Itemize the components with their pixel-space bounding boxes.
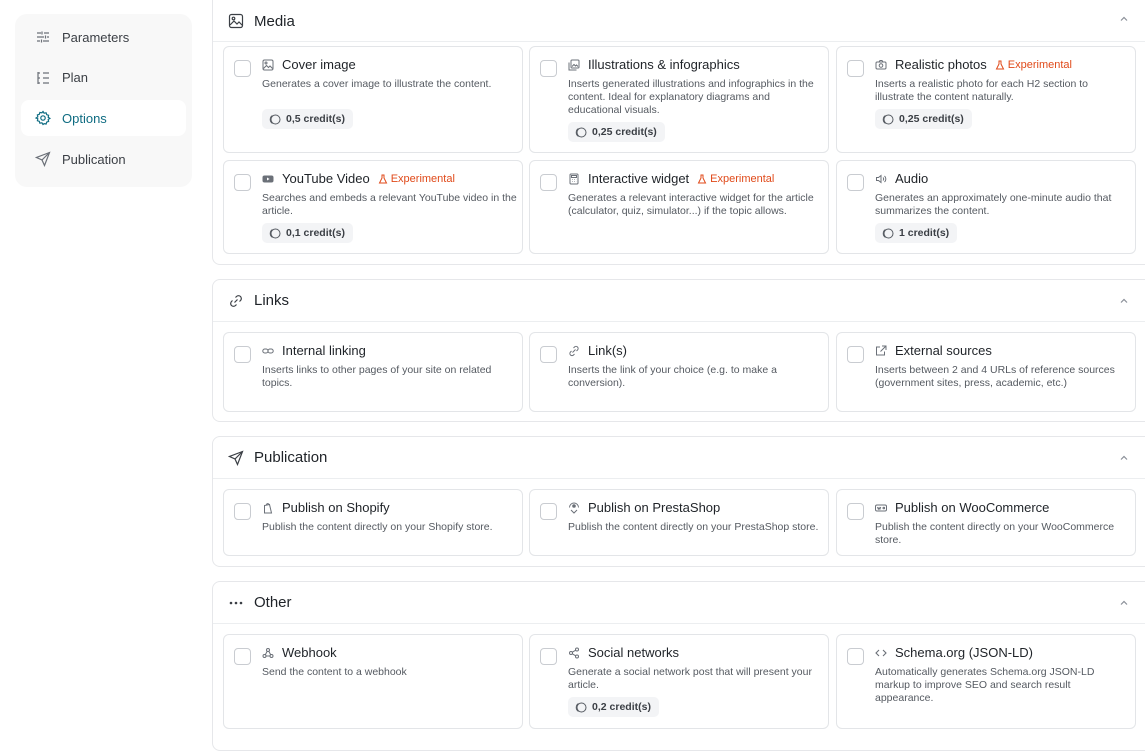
option-title: Interactive widget xyxy=(588,171,690,186)
option-description: Inserts a realistic photo for each H2 section to illustrate the content naturally. xyxy=(875,78,1089,103)
credit-badge xyxy=(568,122,665,142)
option-title: YouTube Video xyxy=(282,171,370,186)
sidebar-item-label: Plan xyxy=(62,70,89,86)
chevron-up-icon[interactable] xyxy=(1118,596,1130,608)
flask-icon xyxy=(995,60,1005,70)
flask-icon xyxy=(697,174,707,184)
option-description: Generates a relevant interactive widget for the article (calculator, quiz, simulator...) if the topic allows. xyxy=(568,192,814,217)
option-description: Inserts links to other pages of your site on related topics. xyxy=(262,364,492,389)
credit-value: 0,25 credit(s) xyxy=(899,113,964,125)
checkbox[interactable] xyxy=(540,174,557,191)
link-icon xyxy=(262,345,274,357)
credit-value: 0,2 credit(s) xyxy=(592,701,651,713)
section-links-header[interactable] xyxy=(213,280,1145,322)
option-description: Inserts between 2 and 4 URLs of reference sources (government sites, press, academic, etc.) xyxy=(875,364,1115,389)
checkbox[interactable] xyxy=(234,503,251,520)
chevron-up-icon[interactable] xyxy=(1118,12,1130,24)
credit-badge xyxy=(875,109,972,129)
youtube-icon xyxy=(262,173,274,185)
option-description: Automatically generates Schema.org JSON-LD markup to improve SEO and search result appearance. xyxy=(875,666,1095,704)
credit-value: 0,5 credit(s) xyxy=(286,113,345,125)
option-card-realistic-photos[interactable] xyxy=(836,46,1136,153)
coins-icon xyxy=(881,227,894,240)
image-icon xyxy=(228,13,244,29)
credit-value: 0,1 credit(s) xyxy=(286,227,345,239)
image-icon xyxy=(262,59,274,71)
option-description: Searches and embeds a relevant YouTube video in the article. xyxy=(262,192,517,217)
prestashop-icon xyxy=(568,502,580,514)
camera-icon xyxy=(875,59,887,71)
option-card-social-networks[interactable] xyxy=(529,634,829,729)
sidebar-item-options[interactable] xyxy=(21,100,186,136)
option-card-schema-org[interactable] xyxy=(836,634,1136,729)
option-title: Illustrations & infographics xyxy=(588,57,740,72)
link-icon xyxy=(568,345,580,357)
option-title: Link(s) xyxy=(588,343,628,358)
sidebar-item-label: Options xyxy=(62,110,107,126)
option-title: Schema.org (JSON-LD) xyxy=(895,645,1033,660)
option-description: Publish the content directly on your Shopify store. xyxy=(262,521,493,533)
option-title: Publish on WooCommerce xyxy=(895,500,1050,515)
option-card-shopify[interactable] xyxy=(223,489,523,556)
option-description: Generates a cover image to illustrate the content. xyxy=(262,78,492,90)
experimental-badge xyxy=(697,173,774,185)
share-icon xyxy=(568,647,580,659)
option-card-internal-linking[interactable] xyxy=(223,332,523,412)
credit-badge xyxy=(568,697,659,717)
experimental-label: Experimental xyxy=(390,172,455,185)
option-card-woocommerce[interactable] xyxy=(836,489,1136,556)
chevron-up-icon[interactable] xyxy=(1118,451,1130,463)
section-other-header[interactable] xyxy=(213,582,1145,624)
speaker-icon xyxy=(875,173,887,185)
sidebar xyxy=(15,14,192,187)
checkbox[interactable] xyxy=(234,648,251,665)
option-card-audio[interactable] xyxy=(836,160,1136,254)
code-icon xyxy=(875,647,887,659)
option-card-interactive-widget[interactable] xyxy=(529,160,829,254)
option-card-youtube-video[interactable] xyxy=(223,160,523,254)
option-description: Inserts the link of your choice (e.g. to make a conversion). xyxy=(568,364,777,389)
checkbox[interactable] xyxy=(540,648,557,665)
credit-value: 0,25 credit(s) xyxy=(592,126,657,138)
option-title: Realistic photos xyxy=(895,57,987,72)
coins-icon xyxy=(574,126,587,139)
chevron-up-icon[interactable] xyxy=(1118,294,1130,306)
sliders-icon xyxy=(35,29,51,45)
images-icon xyxy=(568,59,580,71)
calculator-icon xyxy=(568,173,580,185)
section-title: Publication xyxy=(254,449,328,466)
option-title: Cover image xyxy=(282,57,356,72)
send-icon xyxy=(35,151,51,167)
section-title: Links xyxy=(254,292,290,309)
coins-icon xyxy=(268,227,281,240)
section-publication xyxy=(212,436,1145,567)
section-other xyxy=(212,581,1145,751)
coins-icon xyxy=(268,113,281,126)
shopify-icon xyxy=(262,502,274,514)
checkbox[interactable] xyxy=(847,503,864,520)
coins-icon xyxy=(881,113,894,126)
checkbox[interactable] xyxy=(234,346,251,363)
option-description: Generates an approximately one-minute audio that summarizes the content. xyxy=(875,192,1112,217)
checkbox[interactable] xyxy=(234,174,251,191)
experimental-label: Experimental xyxy=(710,172,775,185)
option-title: Publish on PrestaShop xyxy=(588,500,721,515)
section-publication-header[interactable] xyxy=(213,437,1145,479)
option-card-cover-image[interactable] xyxy=(223,46,523,153)
section-media xyxy=(212,0,1145,265)
option-description: Inserts generated illustrations and infographics in the content. Ideal for explanatory diagrams and educational visuals. xyxy=(568,78,814,116)
option-card-external-sources[interactable] xyxy=(836,332,1136,412)
sidebar-item-parameters[interactable] xyxy=(21,19,186,55)
section-title: Other xyxy=(254,594,292,611)
flask-icon xyxy=(378,174,388,184)
credit-badge xyxy=(262,109,353,129)
link-icon xyxy=(228,293,244,309)
coins-icon xyxy=(574,701,587,714)
external-link-icon xyxy=(875,345,887,357)
credit-badge xyxy=(262,223,353,243)
option-title: Social networks xyxy=(588,645,680,660)
option-card-webhook[interactable] xyxy=(223,634,523,729)
option-title: External sources xyxy=(895,343,992,358)
checkbox[interactable] xyxy=(540,346,557,363)
checkbox[interactable] xyxy=(847,648,864,665)
credit-badge xyxy=(875,223,957,243)
option-title: Internal linking xyxy=(282,343,366,358)
option-card-links[interactable] xyxy=(529,332,829,412)
option-card-illustrations[interactable] xyxy=(529,46,829,153)
sidebar-item-plan[interactable] xyxy=(21,60,186,96)
experimental-label: Experimental xyxy=(1007,58,1072,71)
send-icon xyxy=(228,450,244,466)
gear-icon xyxy=(35,110,51,126)
option-description: Publish the content directly on your PrestaShop store. xyxy=(568,521,819,533)
more-horizontal-icon xyxy=(228,595,244,611)
section-title: Media xyxy=(254,12,295,30)
woocommerce-icon xyxy=(875,502,887,514)
sidebar-item-label: Publication xyxy=(62,151,126,167)
checkbox[interactable] xyxy=(540,503,557,520)
option-description: Generate a social network post that will present your article. xyxy=(568,666,812,691)
credit-value: 1 credit(s) xyxy=(899,227,950,239)
option-description: Publish the content directly on your WooCommerce store. xyxy=(875,521,1115,546)
option-title: Publish on Shopify xyxy=(282,500,390,515)
option-description: Send the content to a webhook xyxy=(262,666,407,678)
checkbox[interactable] xyxy=(234,60,251,77)
experimental-badge xyxy=(995,59,1072,71)
option-title: Audio xyxy=(895,171,929,186)
checkbox[interactable] xyxy=(847,174,864,191)
option-title: Webhook xyxy=(282,645,337,660)
checkbox[interactable] xyxy=(847,346,864,363)
checkbox[interactable] xyxy=(540,60,557,77)
checkbox[interactable] xyxy=(847,60,864,77)
section-media-header[interactable] xyxy=(213,0,1145,42)
sidebar-item-label: Parameters xyxy=(62,29,130,45)
option-card-prestashop[interactable] xyxy=(529,489,829,556)
webhook-icon xyxy=(262,647,274,659)
list-tree-icon xyxy=(35,70,51,86)
experimental-badge xyxy=(378,173,455,185)
section-links xyxy=(212,279,1145,422)
sidebar-item-publication[interactable] xyxy=(21,141,186,177)
